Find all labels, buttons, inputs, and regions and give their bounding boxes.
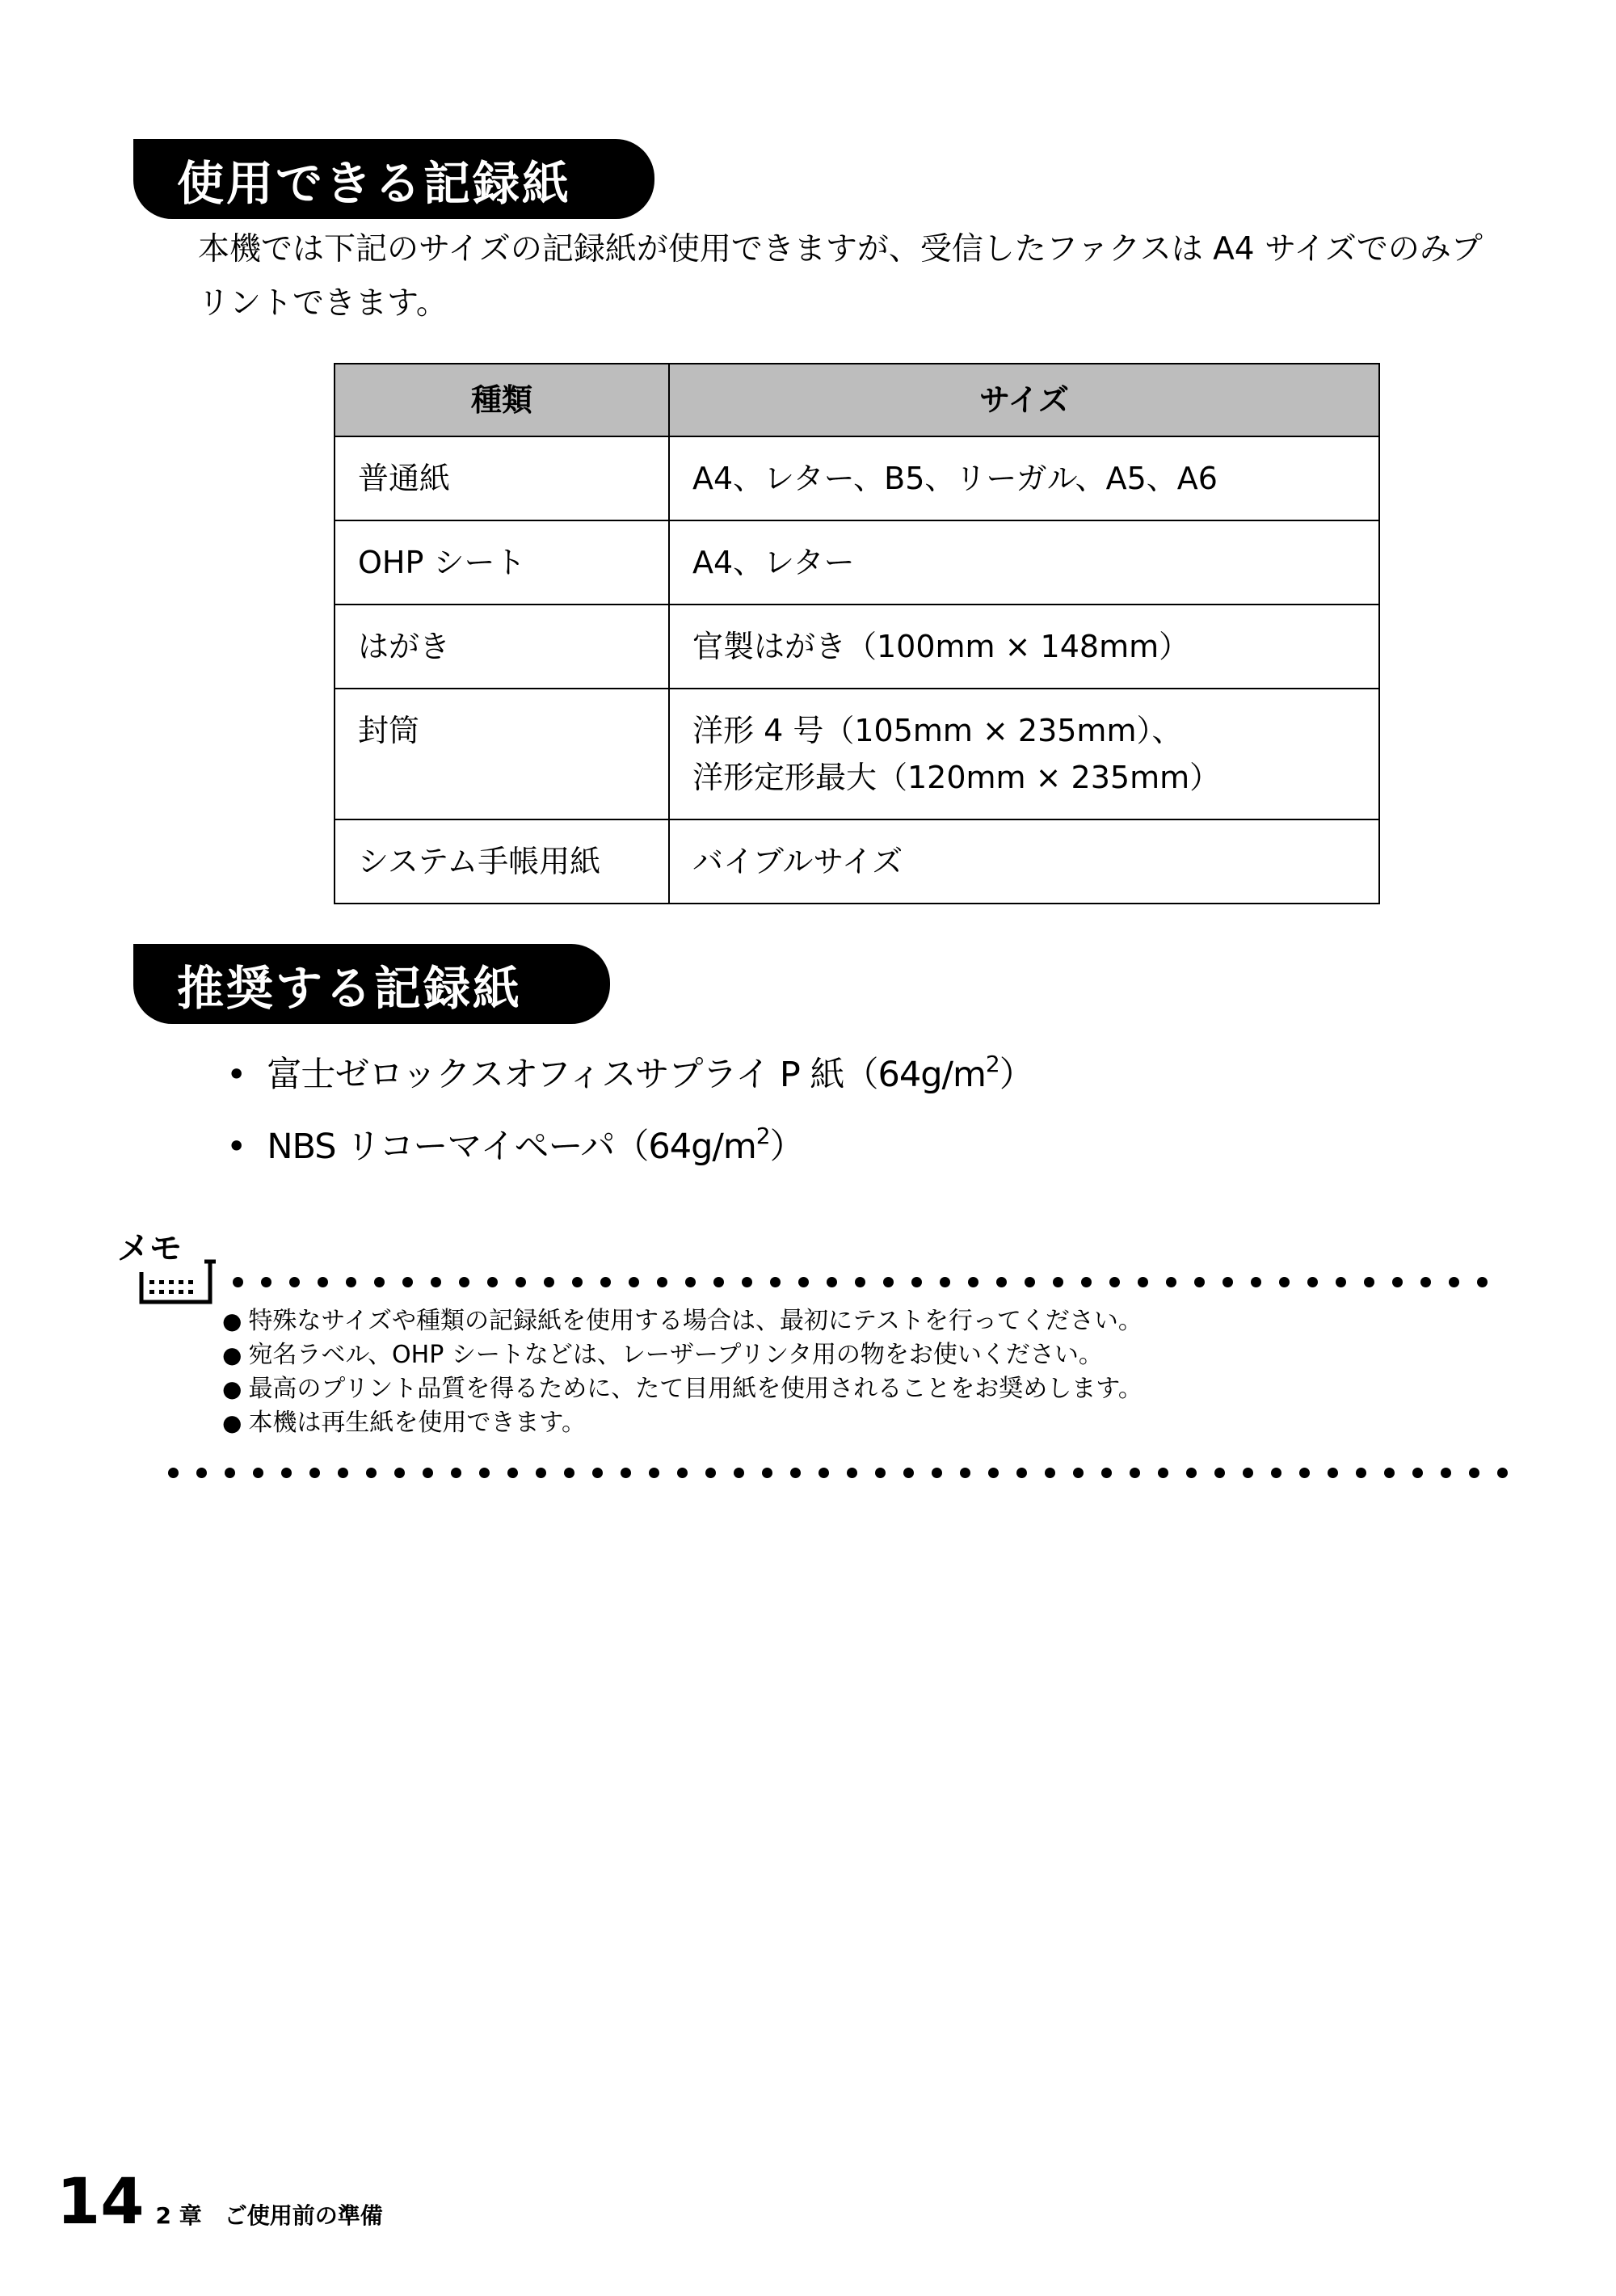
divider-dot: [685, 1277, 696, 1287]
page-footer: [57, 2166, 383, 2239]
divider-dot: [1392, 1277, 1403, 1287]
divider-dot: [734, 1468, 744, 1478]
divider-dot: [459, 1277, 469, 1287]
divider-dot: [988, 1468, 999, 1478]
table-header-row: [335, 364, 1379, 436]
cell-size: 洋形 4 号（105mm × 235mm）、 洋形定形最大（120mm × 235mm）: [669, 689, 1379, 819]
cell-size: 官製はがき（100mm × 148mm）: [669, 605, 1379, 689]
divider-dot: [196, 1468, 207, 1478]
divider-dot: [968, 1277, 978, 1287]
divider-dot: [1307, 1277, 1318, 1287]
divider-dot: [1243, 1468, 1253, 1478]
recommended-tail: ）: [769, 1127, 804, 1167]
bullet-dot: •: [226, 1127, 246, 1167]
table-row: [335, 520, 1379, 605]
memo-list: [222, 1304, 1515, 1440]
divider-dot: [883, 1277, 894, 1287]
divider-dot: [1336, 1277, 1346, 1287]
superscript: 2: [985, 1051, 999, 1077]
divider-dot: [1271, 1468, 1281, 1478]
divider-dot: [451, 1468, 461, 1478]
divider-dot: [1081, 1277, 1092, 1287]
header-type: 種類: [335, 364, 669, 436]
divider-dot: [1130, 1468, 1140, 1478]
divider-dot: [431, 1277, 441, 1287]
divider-dot: [1166, 1277, 1176, 1287]
divider-dot: [1477, 1277, 1488, 1287]
section-title-usable-paper: [133, 139, 654, 219]
divider-dot: [1412, 1468, 1423, 1478]
superscript: 2: [755, 1123, 770, 1149]
divider-dot: [394, 1468, 405, 1478]
section-title-text: 使用できる記録紙: [177, 155, 572, 211]
memo-top-divider: [233, 1275, 1505, 1291]
divider-dot: [847, 1468, 857, 1478]
divider-dot: [762, 1468, 772, 1478]
divider-dot: [1194, 1277, 1205, 1287]
table-row: [335, 819, 1379, 904]
divider-dot: [1251, 1277, 1261, 1287]
divider-dot: [903, 1468, 914, 1478]
divider-dot: [940, 1277, 950, 1287]
divider-dot: [621, 1468, 631, 1478]
intro-paragraph: 本機では下記のサイズの記録紙が使用できますが、受信したファクスは A4 サイズでのみプリントできます。: [198, 231, 1483, 322]
divider-dot: [996, 1277, 1007, 1287]
divider-dot: [819, 1468, 829, 1478]
recommended-text: 富士ゼロックスオフィスサプライ P 紙（64g/m: [267, 1055, 986, 1095]
divider-dot: [366, 1468, 377, 1478]
divider-dot: [402, 1277, 413, 1287]
divider-dot: [1158, 1468, 1168, 1478]
divider-dot: [564, 1468, 574, 1478]
divider-dot: [516, 1277, 526, 1287]
page-number: 14: [57, 2166, 145, 2239]
cell-type: 普通紙: [335, 436, 669, 520]
divider-dot: [1025, 1277, 1035, 1287]
recommended-tail: ）: [999, 1055, 1033, 1095]
memo-bottom-divider: [168, 1466, 1526, 1482]
divider-dot: [1138, 1277, 1148, 1287]
divider-dot: [1420, 1277, 1431, 1287]
divider-dot: [1497, 1468, 1508, 1478]
cell-size: A4、レター: [669, 520, 1379, 605]
memo-icon: [117, 1225, 222, 1306]
section-title-text: 推奨する記録紙: [177, 960, 523, 1016]
divider-dot: [960, 1468, 970, 1478]
divider-dot: [742, 1277, 752, 1287]
divider-dot: [1356, 1468, 1366, 1478]
divider-dot: [1016, 1468, 1027, 1478]
divider-dot: [225, 1468, 235, 1478]
divider-dot: [705, 1468, 716, 1478]
divider-dot: [1045, 1468, 1055, 1478]
divider-dot: [600, 1277, 611, 1287]
divider-dot: [253, 1468, 263, 1478]
divider-dot: [1441, 1468, 1451, 1478]
divider-dot: [423, 1468, 433, 1478]
table-row: [335, 605, 1379, 689]
divider-dot: [1279, 1277, 1290, 1287]
divider-dot: [487, 1277, 498, 1287]
divider-dot: [1101, 1468, 1112, 1478]
divider-dot: [544, 1277, 554, 1287]
divider-dot: [338, 1468, 348, 1478]
divider-dot: [1223, 1277, 1233, 1287]
divider-dot: [289, 1277, 300, 1287]
divider-dot: [536, 1468, 546, 1478]
divider-dot: [798, 1277, 809, 1287]
memo-icon-label: メモ: [117, 1230, 182, 1267]
divider-dot: [1073, 1468, 1084, 1478]
list-item: ● 本機は再生紙を使用できます。: [222, 1409, 587, 1437]
divider-dot: [911, 1277, 922, 1287]
divider-dot: [932, 1468, 942, 1478]
table-row: [335, 436, 1379, 520]
recommended-item: [226, 1047, 1033, 1097]
divider-dot: [827, 1277, 837, 1287]
recommended-text: NBS リコーマイペーパ（64g/m: [267, 1127, 756, 1167]
paper-size-table: [334, 363, 1380, 904]
divider-dot: [875, 1468, 886, 1478]
divider-dot: [1109, 1277, 1120, 1287]
divider-dot: [261, 1277, 271, 1287]
divider-dot: [346, 1277, 356, 1287]
divider-dot: [855, 1277, 865, 1287]
divider-dot: [1384, 1468, 1395, 1478]
divider-dot: [1186, 1468, 1197, 1478]
section-title-recommended-paper: [133, 944, 610, 1024]
cell-size: A4、レター、B5、リーガル、A5、A6: [669, 436, 1379, 520]
divider-dot: [790, 1468, 801, 1478]
divider-dot: [629, 1277, 639, 1287]
divider-dot: [479, 1468, 490, 1478]
list-item: ● 特殊なサイズや種類の記録紙を使用する場合は、最初にテストを行ってください。: [222, 1307, 1143, 1335]
divider-dot: [374, 1277, 385, 1287]
divider-dot: [1469, 1468, 1479, 1478]
recommended-item: [226, 1119, 804, 1169]
divider-dot: [572, 1277, 583, 1287]
divider-dot: [507, 1468, 518, 1478]
cell-type: OHP シート: [335, 520, 669, 605]
list-item: ● 最高のプリント品質を得るために、たて目用紙を使用されることをお奨めします。: [222, 1375, 1143, 1403]
divider-dot: [770, 1277, 781, 1287]
cell-type: システム手帳用紙: [335, 819, 669, 904]
header-size: サイズ: [669, 364, 1379, 436]
divider-dot: [592, 1468, 603, 1478]
divider-dot: [1299, 1468, 1310, 1478]
chapter-label: 2 章 ご使用前の準備: [155, 2202, 383, 2229]
bullet-dot: •: [226, 1055, 246, 1095]
cell-type: はがき: [335, 605, 669, 689]
table-row: [335, 689, 1379, 819]
divider-dot: [1449, 1277, 1459, 1287]
cell-type: 封筒: [335, 689, 669, 819]
divider-dot: [677, 1468, 688, 1478]
divider-dot: [318, 1277, 328, 1287]
divider-dot: [309, 1468, 320, 1478]
divider-dot: [657, 1277, 667, 1287]
divider-dot: [1053, 1277, 1063, 1287]
divider-dot: [1214, 1468, 1225, 1478]
divider-dot: [1364, 1277, 1374, 1287]
divider-dot: [649, 1468, 659, 1478]
divider-dot: [1328, 1468, 1338, 1478]
divider-dot: [713, 1277, 724, 1287]
list-item: ● 宛名ラベル、OHP シートなどは、レーザープリンタ用の物をお使いください。: [222, 1341, 1103, 1369]
divider-dot: [233, 1277, 243, 1287]
divider-dot: [281, 1468, 292, 1478]
divider-dot: [168, 1468, 179, 1478]
cell-size: バイブルサイズ: [669, 819, 1379, 904]
